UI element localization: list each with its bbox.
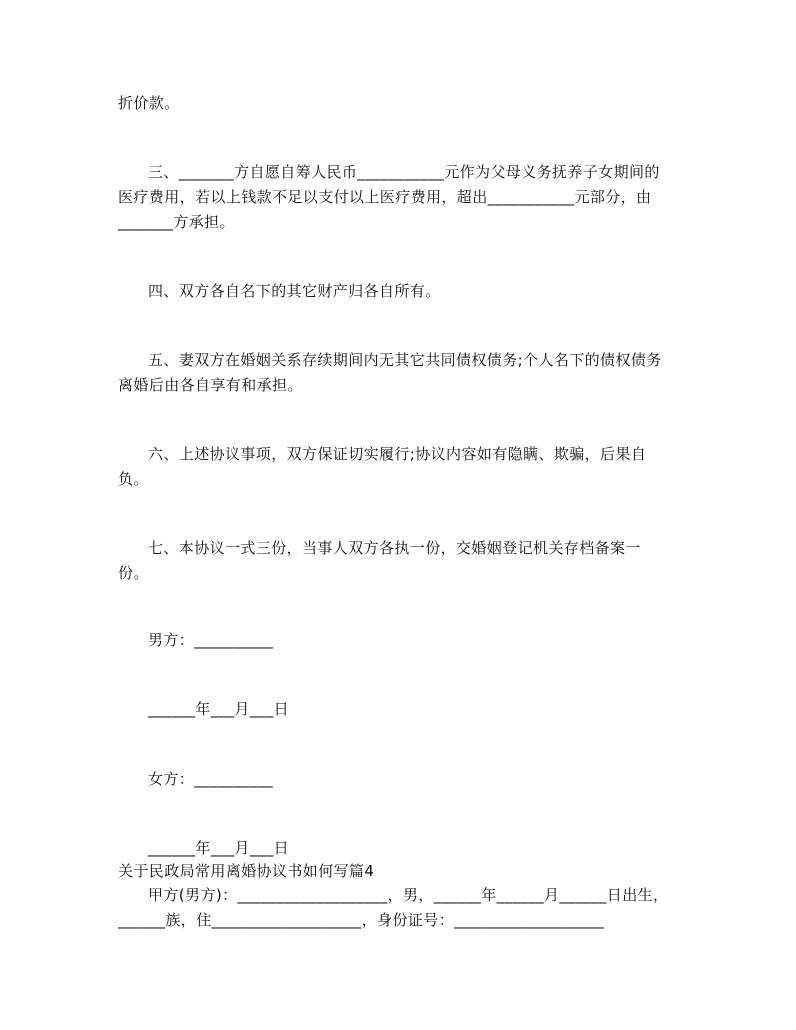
clause-four: 四、双方各自名下的其它财产归各自所有。 [148, 282, 441, 300]
male-party-signature: 男方：__________ [148, 631, 274, 649]
clause-five-line-1: 五、妻双方在婚姻关系存续期间内无其它共同债权债务;个人名下的债权债务 [148, 351, 662, 369]
clause-three-line-1: 三、_______方自愿自筹人民币___________元作为父母义务抚养子女期间的 [148, 163, 660, 181]
male-party-date: ______年___月___日 [148, 700, 290, 718]
clause-six-line-2: 负。 [118, 470, 149, 488]
clause-five-line-2: 离婚后由各自享有和承担。 [118, 376, 303, 394]
female-party-date: ______年___月___日 [148, 839, 290, 857]
section-heading: 关于民政局常用离婚协议书如何写篇4 [118, 862, 375, 880]
party-a-info-line-2: ______族，住___________________，身份证号：___________________ [118, 911, 605, 929]
clause-seven-line-2: 份。 [118, 564, 149, 582]
clause-three-line-2: 医疗费用，若以上钱款不足以支付以上医疗费用，超出___________元部分，由 [118, 188, 652, 206]
clause-three-line-3: _______方承担。 [118, 213, 235, 231]
female-party-signature: 女方：__________ [148, 770, 274, 788]
clause-seven-line-1: 七、本协议一式三份，当事人双方各执一份，交婚姻登记机关存档备案一 [148, 539, 641, 557]
clause-six-line-1: 六、上述协议事项，双方保证切实履行;协议内容如有隐瞒、欺骗，后果自 [148, 445, 647, 463]
party-a-info-line-1: 甲方(男方)：___________________，男，______年______月______日出生， [148, 886, 669, 904]
paragraph-line: 折价款。 [118, 94, 180, 112]
